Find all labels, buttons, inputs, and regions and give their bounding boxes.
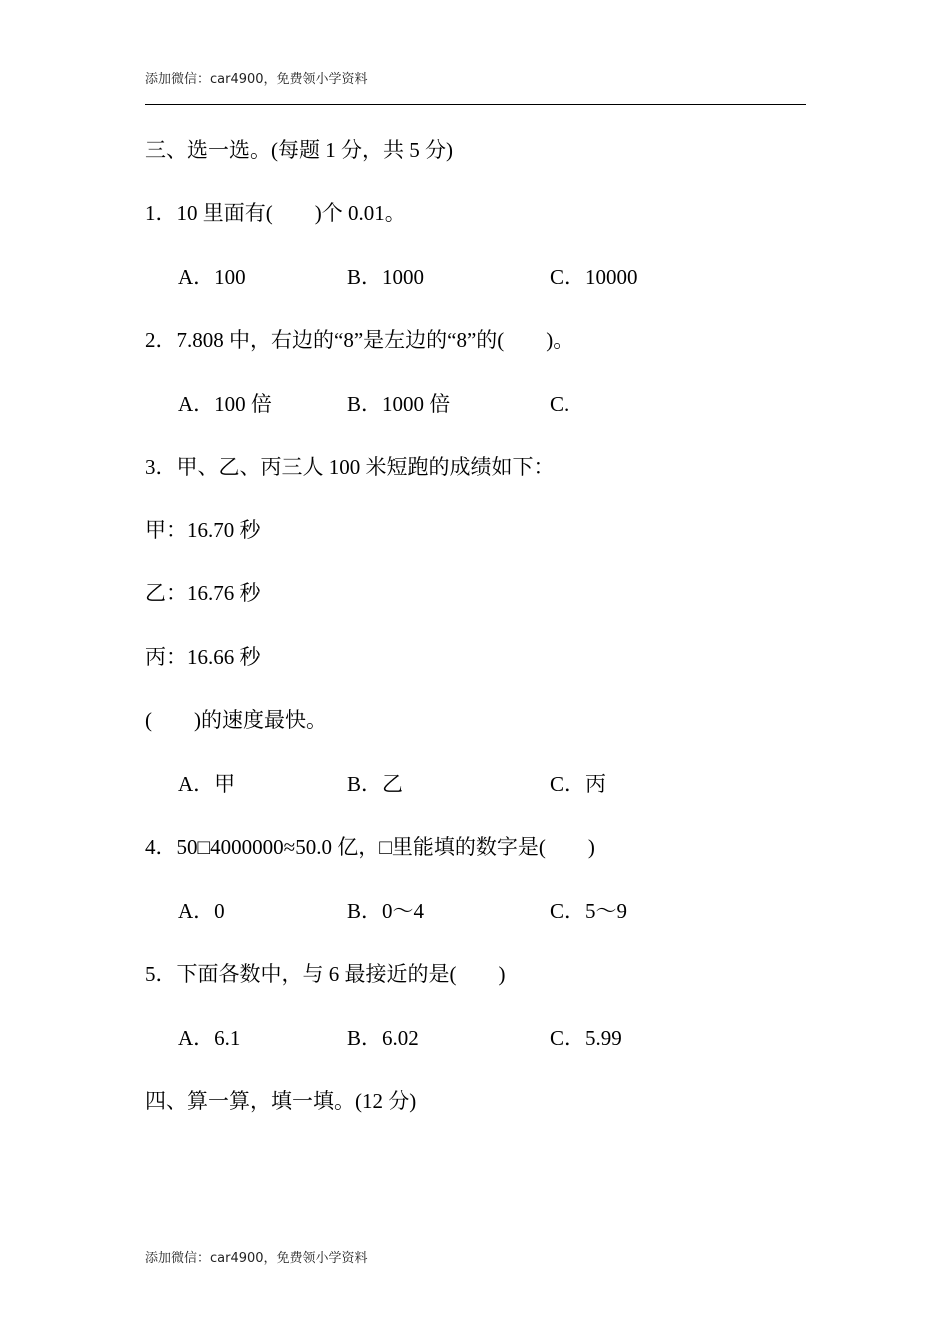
question-3-ask: ( )的速度最快。: [145, 708, 327, 732]
question-5-option-a: A．6.1: [178, 1026, 241, 1050]
question-3-stem: 3．甲、乙、丙三人 100 米短跑的成绩如下：: [145, 455, 555, 479]
section-3-title: 三、选一选。(每题 1 分，共 5 分): [145, 138, 453, 162]
question-4-stem: 4．50□4000000≈50.0 亿，□里能填的数字是( ): [145, 835, 595, 859]
question-5-option-b: B．6.02: [347, 1026, 419, 1050]
question-2-option-b: B．1000 倍: [347, 392, 451, 416]
question-2-option-c: C.: [550, 392, 570, 416]
question-3-result-bing: 丙：16.66 秒: [145, 645, 261, 669]
question-3-option-c: C．丙: [550, 772, 607, 796]
question-1-option-c: C．10000: [550, 265, 638, 289]
header-watermark: 添加微信：car4900，免费领小学资料: [145, 72, 368, 87]
question-2-option-a: A．100 倍: [178, 392, 272, 416]
question-4-option-b: B．0～4: [347, 899, 425, 923]
question-1-option-b: B．1000: [347, 265, 425, 289]
question-3-result-yi: 乙：16.76 秒: [145, 581, 261, 605]
question-4-option-a: A．0: [178, 899, 225, 923]
footer-watermark: 添加微信：car4900，免费领小学资料: [145, 1251, 368, 1266]
question-2-stem: 2．7.808 中，右边的“8”是左边的“8”的( )。: [145, 328, 575, 352]
question-5-stem: 5．下面各数中，与 6 最接近的是( ): [145, 962, 506, 986]
question-1-stem: 1．10 里面有( )个 0.01。: [145, 201, 406, 225]
question-3-option-a: A．甲: [178, 772, 236, 796]
question-3-option-b: B．乙: [347, 772, 404, 796]
question-4-option-c: C．5～9: [550, 899, 628, 923]
question-3-result-jia: 甲：16.70 秒: [145, 518, 261, 542]
question-1-option-a: A．100: [178, 265, 246, 289]
section-4-title: 四、算一算，填一填。(12 分): [145, 1089, 417, 1113]
question-5-option-c: C．5.99: [550, 1026, 622, 1050]
header-rule: [145, 104, 806, 105]
